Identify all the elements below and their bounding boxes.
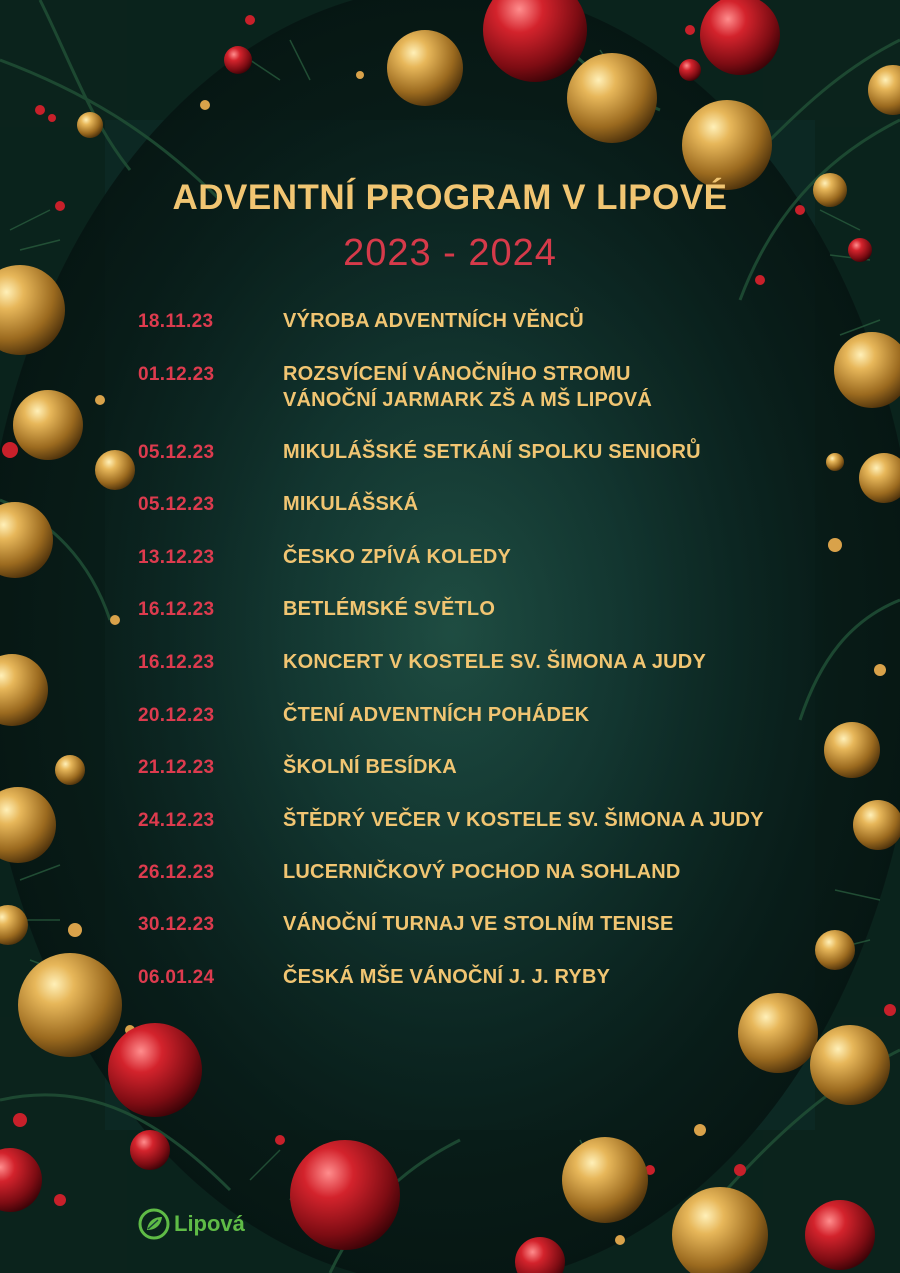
lipova-logo xyxy=(138,1207,245,1241)
event-title-line2: VÁNOČNÍ JARMARK ZŠ A MŠ LIPOVÁ xyxy=(283,389,652,411)
event-date: 16.12.23 xyxy=(138,652,215,673)
event-title: MIKULÁŠSKÁ xyxy=(283,493,419,515)
event-title: VÁNOČNÍ TURNAJ VE STOLNÍM TENISE xyxy=(283,913,674,935)
event-date: 13.12.23 xyxy=(138,547,215,568)
poster-title: ADVENTNÍ PROGRAM V LIPOVÉ xyxy=(172,178,728,217)
event-date: 05.12.23 xyxy=(138,442,215,463)
event-date: 16.12.23 xyxy=(138,599,215,620)
event-title: KONCERT V KOSTELE SV. ŠIMONA A JUDY xyxy=(283,651,706,673)
event-title: ROZSVÍCENÍ VÁNOČNÍHO STROMU xyxy=(283,363,631,385)
poster-years: 2023 - 2024 xyxy=(343,232,557,274)
event-title: MIKULÁŠSKÉ SETKÁNÍ SPOLKU SENIORŮ xyxy=(283,441,701,463)
event-date: 05.12.23 xyxy=(138,494,215,515)
event-date: 21.12.23 xyxy=(138,757,215,778)
event-title: ŠKOLNÍ BESÍDKA xyxy=(283,756,457,778)
event-date: 24.12.23 xyxy=(138,810,215,831)
event-date: 06.01.24 xyxy=(138,967,215,988)
event-date: 26.12.23 xyxy=(138,862,215,883)
event-title: ŠTĚDRÝ VEČER V KOSTELE SV. ŠIMONA A JUDY xyxy=(283,809,764,831)
event-title: BETLÉMSKÉ SVĚTLO xyxy=(283,598,496,620)
event-title: ČESKO ZPÍVÁ KOLEDY xyxy=(283,546,512,568)
event-date: 18.11.23 xyxy=(138,311,214,332)
logo-text: Lipová xyxy=(174,1211,245,1236)
event-title: ČTENÍ ADVENTNÍCH POHÁDEK xyxy=(283,704,590,726)
leaf-circle-icon xyxy=(138,1208,170,1240)
event-date: 01.12.23 xyxy=(138,364,215,385)
event-date: 20.12.23 xyxy=(138,705,215,726)
event-title: LUCERNIČKOVÝ POCHOD NA SOHLAND xyxy=(283,861,681,883)
event-title: VÝROBA ADVENTNÍCH VĚNCŮ xyxy=(283,310,584,332)
event-date: 30.12.23 xyxy=(138,914,215,935)
event-title: ČESKÁ MŠE VÁNOČNÍ J. J. RYBY xyxy=(283,966,611,988)
